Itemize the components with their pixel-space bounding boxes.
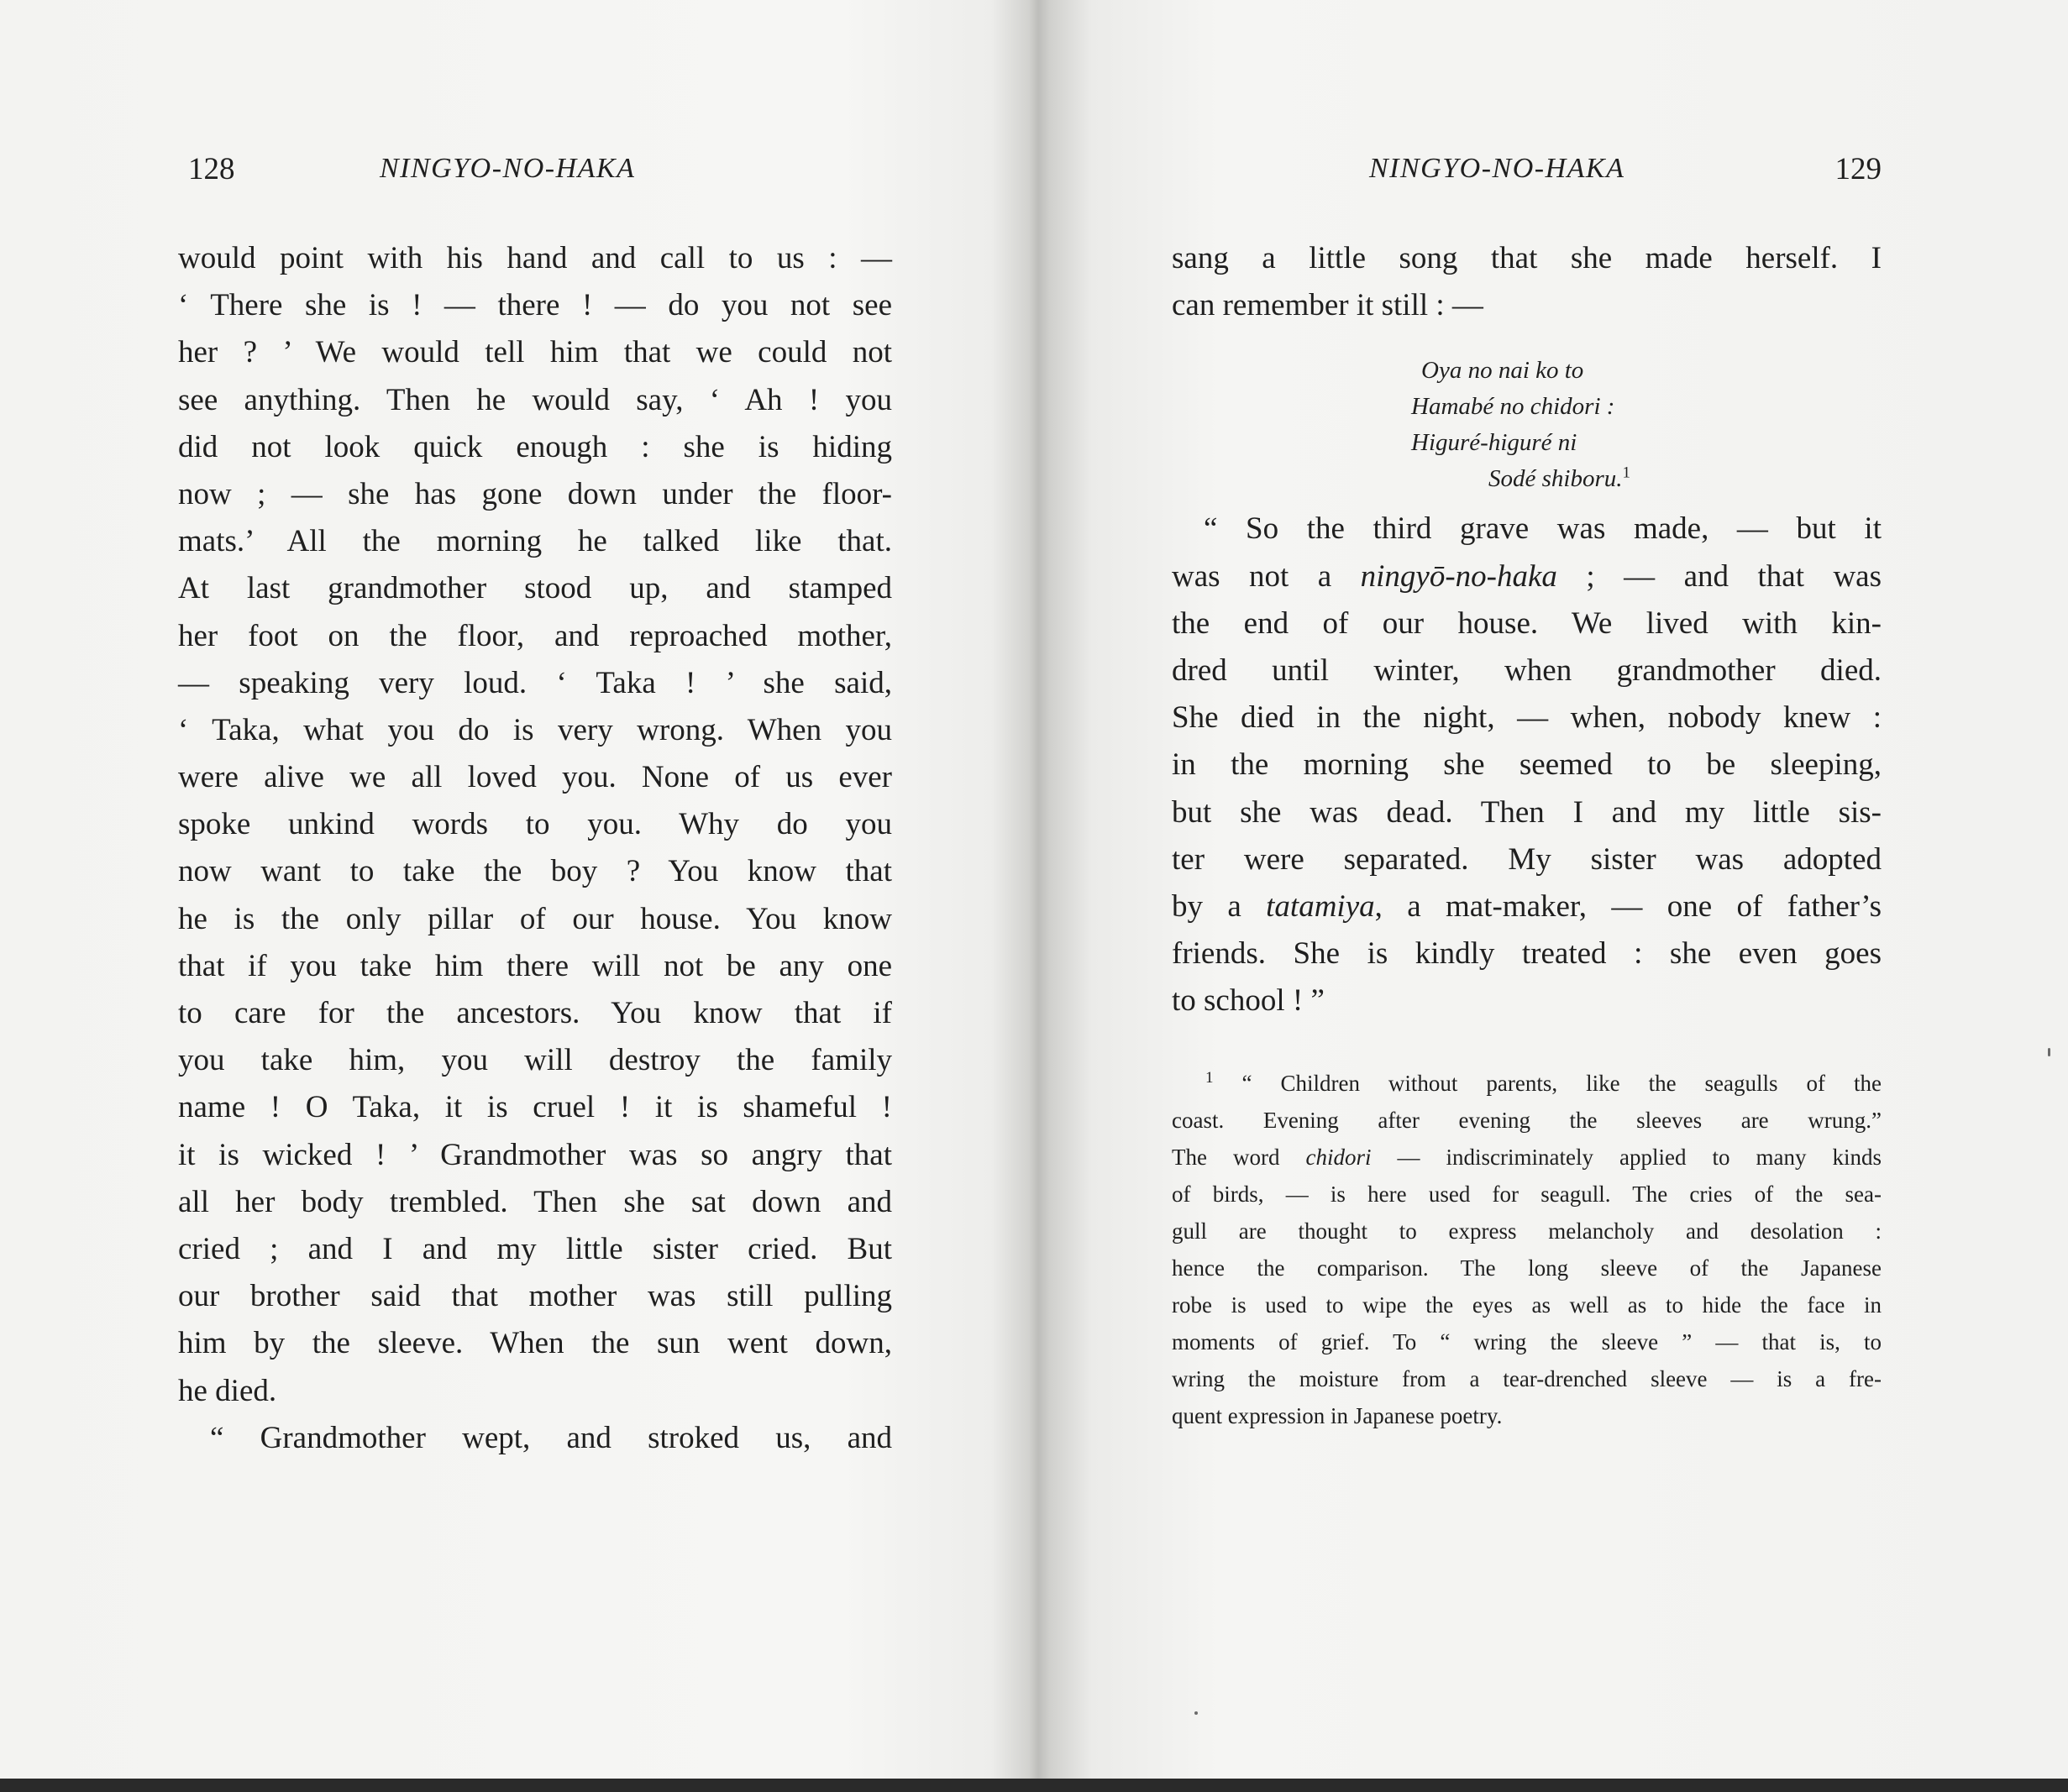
left-running-head	[178, 134, 892, 193]
footnote-line: coast. Evening after evening the sleeves are wrung.”	[1172, 1108, 1882, 1134]
text-line: “ Grandmother wept, and stroked us, and	[210, 1420, 892, 1455]
text-line: see anything. Then he would say, ‘ Ah ! you	[178, 382, 892, 417]
text-line: her ? ’ We would tell him that we could not	[178, 335, 892, 370]
verse-line: Higuré-higuré ni	[1411, 429, 1577, 457]
verse-line: Hamabé no chidori :	[1411, 393, 1615, 421]
text-line: now ; — she has gone down under the floor-	[178, 476, 892, 511]
footnote-line	[1172, 1065, 1882, 1102]
text-line: would point with his hand and call to us : —	[178, 241, 892, 275]
text-line: ter were separated. My sister was adopted	[1172, 841, 1882, 877]
footnote-line: quent expression in Japanese poetry.	[1172, 1403, 1503, 1429]
verse-line	[1411, 461, 1882, 497]
text-line: it is wicked ! ’ Grandmother was so angry that	[178, 1137, 892, 1172]
text-line: were alive we all loved you. None of us ever	[178, 760, 892, 795]
text-line: At last grandmother stood up, and stamped	[178, 571, 892, 606]
right-running-head	[1172, 134, 1882, 193]
text-line: ‘ Taka, what you do is very wrong. When you	[178, 712, 892, 747]
scanner-edge	[0, 1779, 2068, 1792]
text-line: you take him, you will destroy the family	[178, 1043, 892, 1078]
text-line: our brother said that mother was still pulling	[178, 1279, 892, 1314]
text-segment: — indiscriminately applied to many kinds	[1371, 1145, 1882, 1171]
verse-line: Oya no nai ko to	[1421, 357, 1584, 385]
footnote-line: of birds, — is here used for seagull. The cries of the sea-	[1172, 1182, 1882, 1208]
text-line: that if you take him there will not be any one	[178, 948, 892, 983]
text-line: now want to take the boy ? You know that	[178, 854, 892, 889]
right-page-number: 129	[1834, 152, 1882, 186]
text-line: the end of our house. We lived with kin-	[1172, 605, 1882, 641]
text-line: to school ! ”	[1172, 983, 1325, 1019]
paper-speck	[2048, 1048, 2050, 1056]
left-page	[178, 134, 892, 1462]
text-line: can remember it still : —	[1172, 288, 1483, 323]
text-line: did not look quick enough : she is hiding	[178, 429, 892, 464]
text-line: “ So the third grave was made, — but it	[1204, 511, 1882, 547]
text-segment: “ Children without parents, like the seagulls of the	[1213, 1071, 1882, 1097]
text-line: but she was dead. Then I and my little sis-	[1172, 794, 1882, 830]
text-line: cried ; and I and my little sister cried. But	[178, 1231, 892, 1266]
text-line: friends. She is kindly treated : she even goes	[1172, 936, 1882, 972]
text-line: he is the only pillar of our house. You know	[178, 901, 892, 936]
footnote-reference: 1	[1622, 464, 1630, 482]
verse-block	[1411, 353, 1882, 497]
verse-line-text: Sodé shiboru.	[1488, 465, 1623, 493]
footnote-mark: 1	[1205, 1069, 1214, 1087]
paper-speck	[1194, 1711, 1198, 1715]
text-line: her foot on the floor, and reproached mother,	[178, 618, 892, 653]
text-line: all her body trembled. Then she sat down and	[178, 1184, 892, 1219]
italic-term: ningyō-no-haka	[1360, 558, 1557, 594]
footnote-line: wring the moisture from a tear-drenched sleeve — is a fre-	[1172, 1366, 1882, 1392]
left-running-title: NINGYO-NO-HAKA	[380, 153, 636, 184]
text-line: he died.	[178, 1373, 277, 1408]
text-line: spoke unkind words to you. Why do you	[178, 807, 892, 842]
italic-term: tatamiya	[1266, 888, 1375, 924]
footnote-line: hence the comparison. The long sleeve of the Japanese	[1172, 1255, 1882, 1281]
text-segment: ; — and that was	[1556, 558, 1882, 594]
text-segment: , a mat-maker, — one of father’s	[1374, 888, 1882, 924]
right-running-title: NINGYO-NO-HAKA	[1369, 153, 1625, 184]
right-body-text	[1172, 235, 1882, 1434]
text-line: to care for the ancestors. You know that if	[178, 996, 892, 1030]
text-line: name ! O Taka, it is cruel ! it is shameful !	[178, 1090, 892, 1125]
text-line: — speaking very loud. ‘ Taka ! ’ she said,	[178, 665, 892, 700]
text-line: mats.’ All the morning he talked like that.	[178, 524, 892, 559]
left-page-number: 128	[188, 152, 235, 186]
text-line: in the morning she seemed to be sleeping,	[1172, 747, 1882, 783]
text-line: She died in the night, — when, nobody knew :	[1172, 700, 1882, 736]
footnote	[1172, 1065, 1882, 1434]
text-line: ‘ There she is ! — there ! — do you not see	[178, 288, 892, 323]
right-page	[1172, 134, 1882, 1434]
footnote-line: moments of grief. To “ wring the sleeve ” — that is, to	[1172, 1329, 1882, 1355]
text-line	[1172, 883, 1882, 930]
footnote-line	[1172, 1139, 1882, 1176]
text-line: him by the sleeve. When the sun went down,	[178, 1326, 892, 1361]
footnote-line: robe is used to wipe the eyes as well as to hide the face in	[1172, 1292, 1882, 1318]
text-line: sang a little song that she made herself. I	[1172, 241, 1882, 275]
text-line: dred until winter, when grandmother died.	[1172, 652, 1882, 688]
text-segment: was not a	[1172, 558, 1361, 594]
footnote-line: gull are thought to express melancholy and desolation :	[1172, 1218, 1882, 1244]
left-body-text	[178, 235, 892, 1462]
text-segment: The word	[1172, 1145, 1306, 1171]
text-segment: by a	[1172, 888, 1267, 924]
text-line	[1172, 553, 1882, 600]
italic-term: chidori	[1305, 1145, 1372, 1171]
